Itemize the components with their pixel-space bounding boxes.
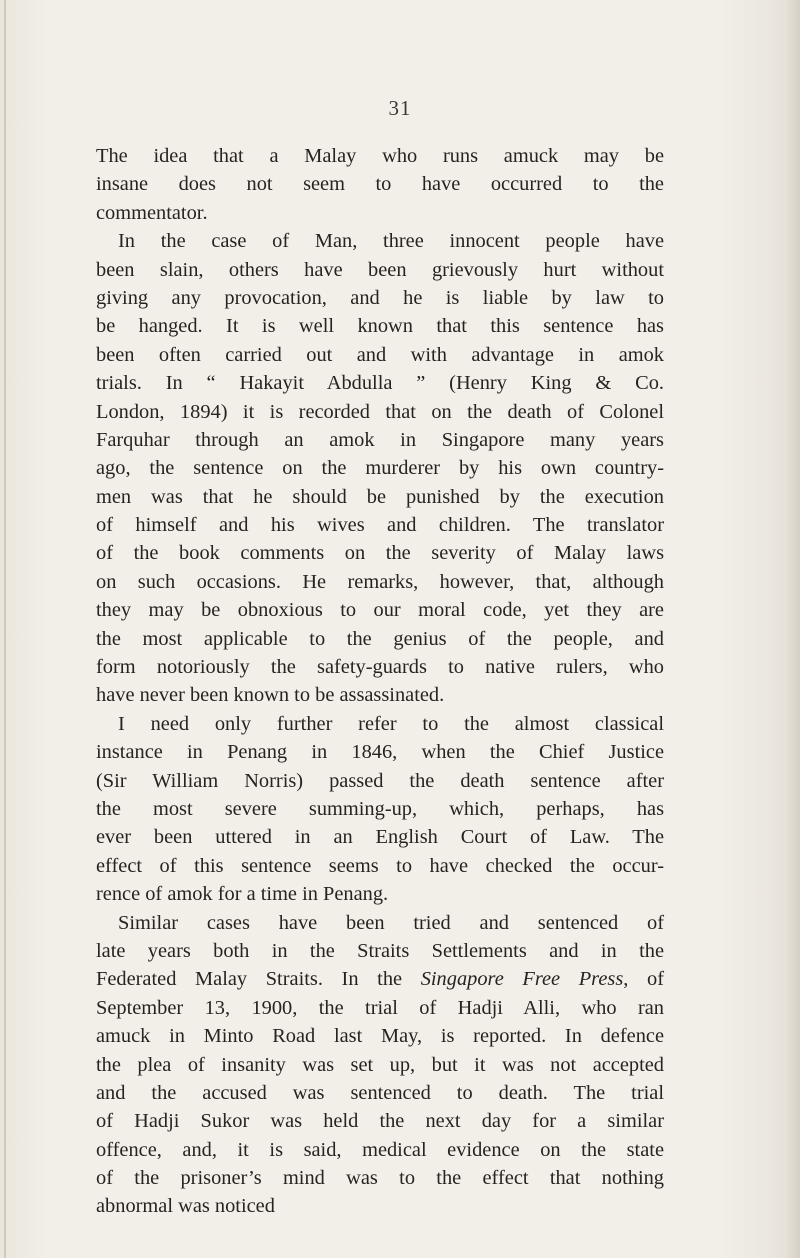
text-line: In the case of Man, three innocent people have bbox=[118, 230, 664, 253]
text-line: London, 1894) it is recorded that on the death of Colonel bbox=[96, 400, 664, 423]
text-line: ever been uttered in an English Court of Law. The bbox=[96, 826, 664, 849]
text-line: instance in Penang in 1846, when the Chief Justice bbox=[96, 741, 664, 764]
text-line: of himself and his wives and children. The translator bbox=[96, 514, 664, 537]
text-line-with-italic bbox=[96, 965, 664, 993]
text-line: men was that he should be punished by the execution bbox=[96, 485, 664, 508]
text-line: they may be obnoxious to our moral code, yet they are bbox=[96, 599, 664, 622]
text-line: (Sir William Norris) passed the death sentence after bbox=[96, 769, 664, 792]
text-line: form notoriously the safety-guards to native rulers, who bbox=[96, 656, 664, 679]
newspaper-title: Singapore Free Press bbox=[420, 968, 624, 991]
page-edge-shadow bbox=[786, 0, 800, 1258]
body-text bbox=[96, 142, 664, 1221]
text-line: been slain, others have been grievously hurt without bbox=[96, 258, 664, 281]
text-line: insane does not seem to have occurred to the bbox=[96, 173, 664, 196]
text-line: of Hadji Sukor was held the next day for a similar bbox=[96, 1110, 664, 1133]
text-line: the plea of insanity was set up, but it was not accepted bbox=[96, 1053, 664, 1076]
text-line: have never been known to be assassinated. bbox=[96, 684, 445, 707]
text-line: be hanged. It is well known that this sentence has bbox=[96, 315, 664, 338]
text-line: September 13, 1900, the trial of Hadji Alli, who ran bbox=[96, 996, 664, 1019]
text-line: commentator. bbox=[96, 201, 208, 224]
text-line: ago, the sentence on the murderer by his own country- bbox=[96, 457, 664, 480]
text-line: effect of this sentence seems to have checked the occur- bbox=[96, 854, 664, 877]
text-line: trials. In “ Hakayit Abdulla ” (Henry King & Co. bbox=[96, 372, 664, 395]
text-line: been often carried out and with advantage in amok bbox=[96, 343, 664, 366]
text-line: giving any provocation, and he is liable by law to bbox=[96, 286, 664, 309]
text-line: The idea that a Malay who runs amuck may be bbox=[96, 145, 664, 167]
text-line: rence of amok for a time in Penang. bbox=[96, 883, 389, 906]
text-line: amuck in Minto Road last May, is reported. In defence bbox=[96, 1025, 664, 1048]
text-line: the most applicable to the genius of the people, and bbox=[96, 627, 664, 650]
text-line: late years both in the Straits Settlements and in the bbox=[96, 939, 664, 962]
text-segment: , of bbox=[623, 968, 664, 991]
text-line: Similar cases have been tried and sentenced of bbox=[118, 911, 664, 934]
text-line: of the book comments on the severity of Malay laws bbox=[96, 542, 664, 565]
text-line: I need only further refer to the almost classical bbox=[118, 712, 664, 735]
text-line: of the prisoner’s mind was to the effect that nothing bbox=[96, 1167, 664, 1190]
page-number: 31 bbox=[388, 96, 412, 120]
text-line: abnormal was noticed bbox=[96, 1195, 275, 1218]
text-segment: Federated Malay Straits. In the bbox=[96, 968, 421, 991]
text-line: on such occasions. He remarks, however, that, although bbox=[96, 570, 664, 593]
page-gutter-line bbox=[4, 0, 6, 1258]
text-line: Farquhar through an amok in Singapore many years bbox=[96, 428, 664, 451]
text-line: the most severe summing-up, which, perhaps, has bbox=[96, 797, 664, 820]
text-line: and the accused was sentenced to death. The trial bbox=[96, 1081, 664, 1104]
text-line: offence, and, it is said, medical evidence on the state bbox=[96, 1138, 664, 1161]
